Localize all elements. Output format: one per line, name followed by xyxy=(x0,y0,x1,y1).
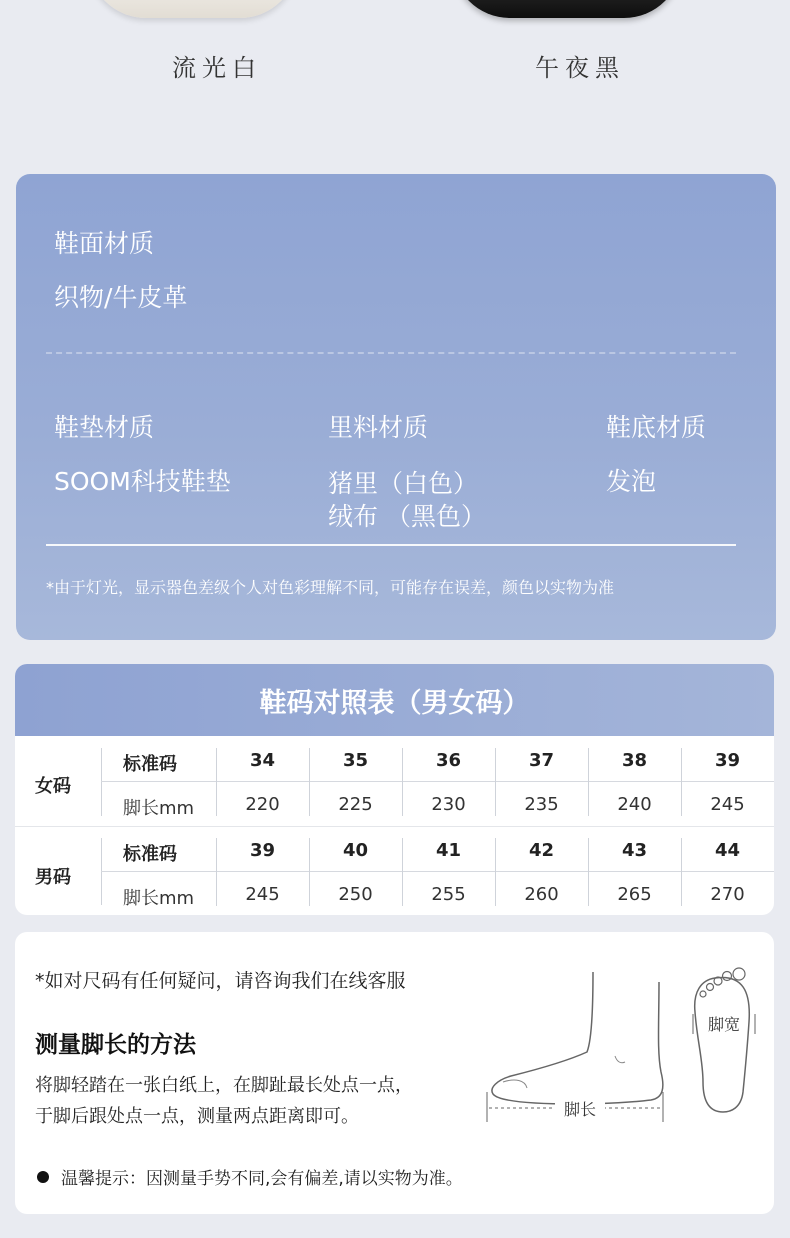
women-size-cell: 37 xyxy=(528,750,555,771)
material-card xyxy=(16,174,776,640)
women-length-cell: 220 xyxy=(245,794,280,815)
measure-tip xyxy=(37,1164,463,1189)
men-length-cell: 265 xyxy=(617,884,652,905)
sole-material-value: 发泡 xyxy=(606,467,657,496)
women-length-cell: 245 xyxy=(710,794,745,815)
women-length-cell: 225 xyxy=(338,794,373,815)
lining-material-label: 里料材质 xyxy=(328,413,429,442)
men-length-cell: 270 xyxy=(710,884,745,905)
men-length-cell: 245 xyxy=(245,884,280,905)
upper-material-label: 鞋面材质 xyxy=(54,229,155,258)
insole-material-value: SOOM科技鞋垫 xyxy=(54,467,231,496)
foot-sole-outline xyxy=(695,977,750,1112)
men-length-cell: 250 xyxy=(338,884,373,905)
row-divider xyxy=(101,871,774,872)
divider-solid xyxy=(46,544,736,546)
measure-text-line-1: 将脚轻踏在一张白纸上，在脚趾最长处点一点， xyxy=(35,1075,413,1096)
men-size-cell: 39 xyxy=(249,840,276,861)
women-length-cell: 240 xyxy=(617,794,652,815)
lining-material-value-2: 绒布 （黑色） xyxy=(328,502,486,531)
size-table-card xyxy=(15,664,774,915)
women-size-group xyxy=(15,736,774,826)
men-size-group xyxy=(15,826,774,915)
color-options xyxy=(0,0,790,140)
foot-length-label: 脚长 xyxy=(563,1100,597,1119)
women-size-cell: 34 xyxy=(249,750,276,771)
size-help-note: *如对尺码有任何疑问，请咨询我们在线客服 xyxy=(35,970,406,992)
measure-guide-card xyxy=(15,932,774,1214)
men-label: 男码 xyxy=(35,867,71,888)
men-length-cell: 255 xyxy=(431,884,466,905)
women-length-cell: 230 xyxy=(431,794,466,815)
lining-material-value-1: 猪里（白色） xyxy=(328,469,479,498)
color-name-black: 午夜黑 xyxy=(535,54,625,82)
men-len-label: 脚长mm xyxy=(123,888,195,909)
shoe-white-image xyxy=(88,0,298,18)
women-size-cell: 38 xyxy=(621,750,648,771)
men-length-cell: 260 xyxy=(524,884,559,905)
men-size-cell: 40 xyxy=(342,840,369,861)
men-size-cell: 41 xyxy=(435,840,462,861)
color-disclaimer: *由于灯光，显示器色差级个人对色彩理解不同，可能存在误差，颜色以实物为准 xyxy=(46,578,615,597)
measure-tip-text: 温馨提示：因测量手势不同,会有偏差,请以实物为准。 xyxy=(61,1169,463,1189)
men-size-cell: 43 xyxy=(621,840,648,861)
shoe-black-image xyxy=(452,0,682,18)
row-divider xyxy=(101,781,774,782)
women-label: 女码 xyxy=(35,776,71,797)
color-name-white: 流光白 xyxy=(172,54,262,82)
measure-title: 测量脚长的方法 xyxy=(35,1032,196,1058)
men-size-cell: 42 xyxy=(528,840,555,861)
women-size-cell: 39 xyxy=(714,750,741,771)
sole-material-label: 鞋底材质 xyxy=(606,413,707,442)
foot-measure-illustration xyxy=(475,952,765,1152)
measure-text-line-2: 于脚后跟处点一点，测量两点距离即可。 xyxy=(35,1106,359,1127)
women-std-label: 标准码 xyxy=(123,754,177,775)
women-size-cell: 36 xyxy=(435,750,462,771)
column-divider xyxy=(101,748,102,816)
insole-material-label: 鞋垫材质 xyxy=(54,413,155,442)
bullet-icon xyxy=(37,1171,49,1183)
size-table-title: 鞋码对照表（男女码） xyxy=(15,664,774,736)
upper-material-value: 织物/牛皮革 xyxy=(54,283,188,312)
men-size-cell: 44 xyxy=(714,840,741,861)
foot-side-outline xyxy=(492,972,663,1104)
divider-dashed xyxy=(46,352,736,354)
foot-width-label: 脚宽 xyxy=(707,1015,741,1034)
men-std-label: 标准码 xyxy=(123,844,177,865)
women-size-cell: 35 xyxy=(342,750,369,771)
women-len-label: 脚长mm xyxy=(123,798,195,819)
women-length-cell: 235 xyxy=(524,794,559,815)
